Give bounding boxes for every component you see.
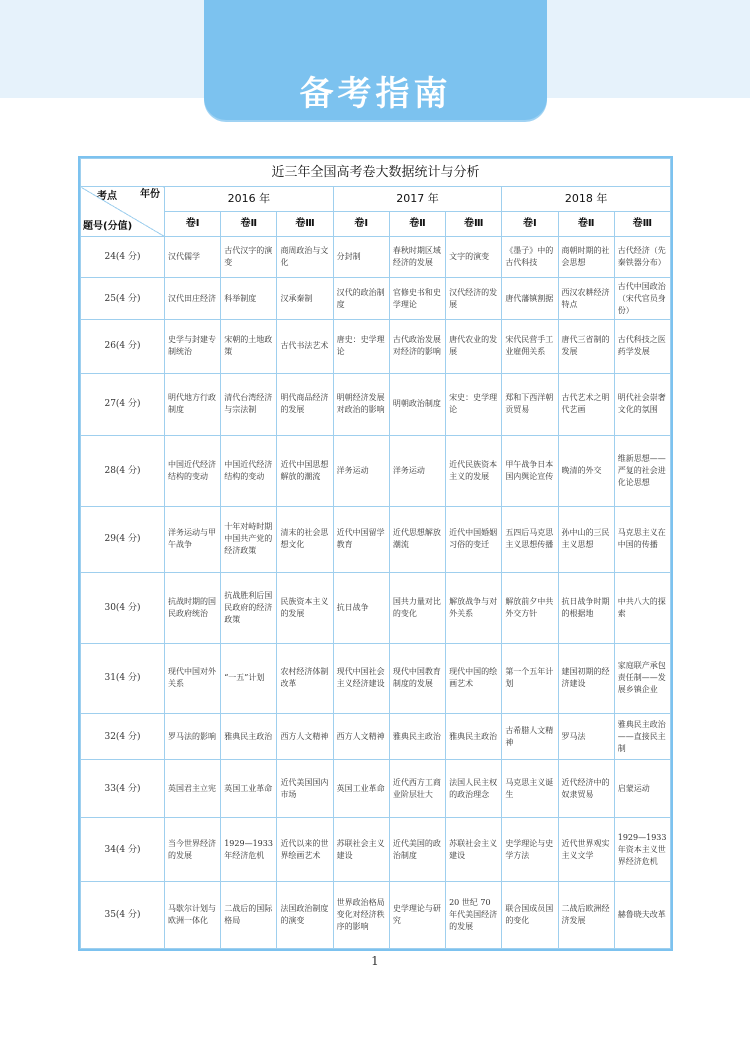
topic-cell: 近代经济中的奴隶贸易	[558, 759, 614, 817]
corner-topic-label: 考点	[97, 191, 117, 203]
topic-cell: 近代以来的世界绘画艺术	[277, 818, 333, 882]
topic-cell: 古代政治发展对经济的影响	[389, 319, 445, 373]
question-label: 34(4 分)	[81, 818, 165, 882]
topic-cell: 西方人文精神	[277, 714, 333, 760]
topic-cell: 商朝时期的社会思想	[558, 236, 614, 278]
topic-cell: 马克思主义诞生	[502, 759, 558, 817]
topic-cell: 现代中国教育制度的发展	[389, 643, 445, 714]
question-label: 31(4 分)	[81, 643, 165, 714]
topic-cell: 明朝政治制度	[389, 373, 445, 435]
topic-cell: 1929—1933 年经济危机	[221, 818, 277, 882]
topic-cell: 雅典民主政治	[446, 714, 502, 760]
topic-cell: 当今世界经济的发展	[165, 818, 221, 882]
guide-banner	[204, 0, 547, 120]
paper-header: 卷Ⅰ	[165, 211, 221, 236]
topic-cell: 西汉农耕经济特点	[558, 278, 614, 320]
corner-question-label: 题号(分值)	[83, 220, 133, 232]
topic-cell: “一五”计划	[221, 643, 277, 714]
question-label: 30(4 分)	[81, 573, 165, 644]
table-row	[81, 643, 671, 714]
topic-cell: 五四后马克思主义思想传播	[502, 506, 558, 572]
topic-cell: 启蒙运动	[614, 759, 670, 817]
topic-cell: 马克思主义在中国的传播	[614, 506, 670, 572]
topic-cell: 洋务运动	[389, 436, 445, 507]
year-header: 2018 年	[502, 187, 671, 212]
table-row	[81, 882, 671, 949]
topic-cell: 抗日战争时期的根据地	[558, 573, 614, 644]
table-row	[81, 506, 671, 572]
topic-cell: 法国人民主权的政治理念	[446, 759, 502, 817]
topic-cell: 抗日战争	[333, 573, 389, 644]
table-title: 近三年全国高考卷大数据统计与分析	[81, 159, 671, 187]
topic-cell: 20 世纪 70 年代美国经济的发展	[446, 882, 502, 949]
paper-header: 卷Ⅰ	[502, 211, 558, 236]
topic-cell: 官修史书和史学理论	[389, 278, 445, 320]
topic-cell: 古代艺术之明代艺画	[558, 373, 614, 435]
topic-cell: 洋务运动	[333, 436, 389, 507]
table-row	[81, 319, 671, 373]
paper-header: 卷Ⅱ	[558, 211, 614, 236]
question-label: 33(4 分)	[81, 759, 165, 817]
topic-cell: 清末的社会思想文化	[277, 506, 333, 572]
corner-year-label: 年份	[140, 189, 160, 201]
statistics-table-frame	[78, 156, 673, 951]
topic-cell: 唐史：史学理论	[333, 319, 389, 373]
topic-cell: 建国初期的经济建设	[558, 643, 614, 714]
paper-header: 卷Ⅰ	[333, 211, 389, 236]
table-row	[81, 278, 671, 320]
topic-cell: 英国工业革命	[333, 759, 389, 817]
topic-cell: 史学理论与史学方法	[502, 818, 558, 882]
paper-row	[81, 211, 671, 236]
topic-cell: 《墨子》中的古代科技	[502, 236, 558, 278]
topic-cell: 法国政治制度的演变	[277, 882, 333, 949]
topic-cell: 明代商品经济的发展	[277, 373, 333, 435]
topic-cell: 中共八大的探索	[614, 573, 670, 644]
topic-cell: 近代中国婚姻习俗的变迁	[446, 506, 502, 572]
topic-cell: 近代世界观实主义文学	[558, 818, 614, 882]
statistics-table	[80, 158, 671, 949]
topic-cell: 解放前夕中共外交方针	[502, 573, 558, 644]
topic-cell: 雅典民主政治	[389, 714, 445, 760]
topic-cell: 清代台湾经济与宗法制	[221, 373, 277, 435]
topic-cell: 分封制	[333, 236, 389, 278]
topic-cell: 郑和下西洋朝贡贸易	[502, 373, 558, 435]
topic-cell: 史学理论与研究	[389, 882, 445, 949]
topic-cell: 农村经济体制改革	[277, 643, 333, 714]
paper-header: 卷Ⅱ	[389, 211, 445, 236]
topic-cell: 罗马法	[558, 714, 614, 760]
topic-cell: 二战后的国际格局	[221, 882, 277, 949]
topic-cell: 宋史：史学理论	[446, 373, 502, 435]
topic-cell: 现代中国的绘画艺术	[446, 643, 502, 714]
paper-header: 卷Ⅲ	[277, 211, 333, 236]
table-row	[81, 236, 671, 278]
question-label: 26(4 分)	[81, 319, 165, 373]
topic-cell: 古代经济（先秦铁器分布）	[614, 236, 670, 278]
topic-cell: 近代西方工商业阶层壮大	[389, 759, 445, 817]
topic-cell: 古代汉字的演变	[221, 236, 277, 278]
table-row	[81, 818, 671, 882]
page-number: 1	[371, 954, 379, 968]
question-label: 32(4 分)	[81, 714, 165, 760]
topic-cell: 英国君主立宪	[165, 759, 221, 817]
table-row	[81, 373, 671, 435]
topic-cell: 维新思想——严复的社会进化论思想	[614, 436, 670, 507]
corner-header	[81, 187, 165, 237]
topic-cell: 近代美国国内市场	[277, 759, 333, 817]
topic-cell: 民族资本主义的发展	[277, 573, 333, 644]
topic-cell: 宋朝的土地政策	[221, 319, 277, 373]
question-label: 29(4 分)	[81, 506, 165, 572]
topic-cell: 汉代儒学	[165, 236, 221, 278]
topic-cell: 中国近代经济结构的变动	[165, 436, 221, 507]
topic-cell: 罗马法的影响	[165, 714, 221, 760]
question-label: 28(4 分)	[81, 436, 165, 507]
topic-cell: 二战后欧洲经济发展	[558, 882, 614, 949]
topic-cell: 唐代藩镇割据	[502, 278, 558, 320]
topic-cell: 汉代田庄经济	[165, 278, 221, 320]
topic-cell: 汉代经济的发展	[446, 278, 502, 320]
paper-header: 卷Ⅲ	[614, 211, 670, 236]
question-label: 35(4 分)	[81, 882, 165, 949]
paper-header: 卷Ⅱ	[221, 211, 277, 236]
topic-cell: 史学与封建专制统治	[165, 319, 221, 373]
paper-header: 卷Ⅲ	[446, 211, 502, 236]
topic-cell: 马歇尔计划与欧洲一体化	[165, 882, 221, 949]
year-row	[81, 187, 671, 212]
topic-cell: 西方人文精神	[333, 714, 389, 760]
topic-cell: 春秋时期区域经济的发展	[389, 236, 445, 278]
topic-cell: 古代中国政治（宋代官员身份）	[614, 278, 670, 320]
topic-cell: 解放战争与对外关系	[446, 573, 502, 644]
topic-cell: 中国近代经济结构的变动	[221, 436, 277, 507]
question-label: 25(4 分)	[81, 278, 165, 320]
topic-cell: 1929—1933 年资本主义世界经济危机	[614, 818, 670, 882]
topic-cell: 雅典民主政治——直接民主制	[614, 714, 670, 760]
table-row	[81, 573, 671, 644]
topic-cell: 古希腊人文精神	[502, 714, 558, 760]
topic-cell: 明代社会崇奢文化的氛围	[614, 373, 670, 435]
table-row	[81, 436, 671, 507]
topic-cell: 汉承秦制	[277, 278, 333, 320]
topic-cell: 雅典民主政治	[221, 714, 277, 760]
topic-cell: 抗战胜利后国民政府的经济政策	[221, 573, 277, 644]
topic-cell: 苏联社会主义建设	[446, 818, 502, 882]
topic-cell: 甲午战争日本国内舆论宣传	[502, 436, 558, 507]
topic-cell: 近代思想解放潮流	[389, 506, 445, 572]
topic-cell: 苏联社会主义建设	[333, 818, 389, 882]
topic-cell: 近代中国留学教育	[333, 506, 389, 572]
topic-cell: 唐代农业的发展	[446, 319, 502, 373]
topic-cell: 汉代的政治制度	[333, 278, 389, 320]
topic-cell: 古代科技之医药学发展	[614, 319, 670, 373]
topic-cell: 文字的演变	[446, 236, 502, 278]
topic-cell: 联合国成员国的变化	[502, 882, 558, 949]
topic-cell: 明代地方行政制度	[165, 373, 221, 435]
topic-cell: 十年对峙时期中国共产党的经济政策	[221, 506, 277, 572]
year-header: 2017 年	[333, 187, 502, 212]
topic-cell: 商周政治与文化	[277, 236, 333, 278]
table-row	[81, 759, 671, 817]
topic-cell: 科举制度	[221, 278, 277, 320]
topic-cell: 抗战时期的国民政府统治	[165, 573, 221, 644]
topic-cell: 赫鲁晓夫改革	[614, 882, 670, 949]
table-title-row	[81, 159, 671, 187]
topic-cell: 唐代三省制的发展	[558, 319, 614, 373]
topic-cell: 近代民族资本主义的发展	[446, 436, 502, 507]
table-row	[81, 714, 671, 760]
topic-cell: 晚清的外交	[558, 436, 614, 507]
topic-cell: 古代书法艺术	[277, 319, 333, 373]
topic-cell: 国共力量对比的变化	[389, 573, 445, 644]
topic-cell: 现代中国社会主义经济建设	[333, 643, 389, 714]
topic-cell: 现代中国对外关系	[165, 643, 221, 714]
topic-cell: 世界政治格局变化对经济秩序的影响	[333, 882, 389, 949]
banner-title: 备考指南	[299, 74, 452, 114]
question-label: 27(4 分)	[81, 373, 165, 435]
topic-cell: 明朝经济发展对政治的影响	[333, 373, 389, 435]
topic-cell: 宋代民营手工业雇佣关系	[502, 319, 558, 373]
year-header: 2016 年	[165, 187, 334, 212]
topic-cell: 近代美国的政治制度	[389, 818, 445, 882]
topic-cell: 英国工业革命	[221, 759, 277, 817]
question-label: 24(4 分)	[81, 236, 165, 278]
topic-cell: 孙中山的三民主义思想	[558, 506, 614, 572]
topic-cell: 近代中国思想解放的潮流	[277, 436, 333, 507]
topic-cell: 第一个五年计划	[502, 643, 558, 714]
topic-cell: 洋务运动与甲午战争	[165, 506, 221, 572]
topic-cell: 家庭联产承包责任制——发展乡镇企业	[614, 643, 670, 714]
